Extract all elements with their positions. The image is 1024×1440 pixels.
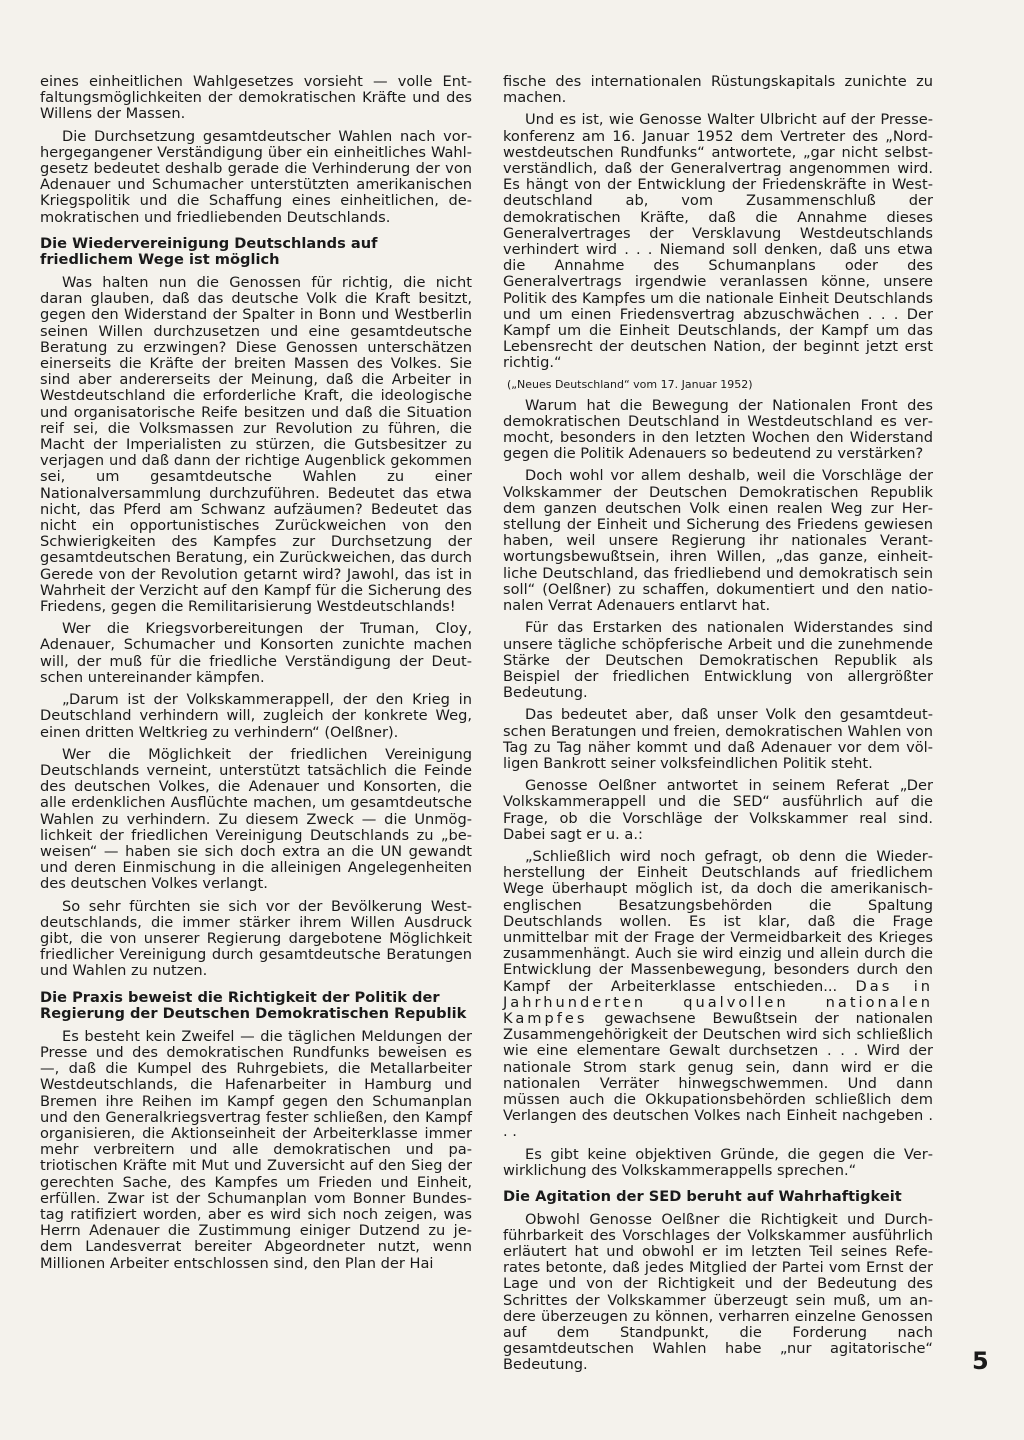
paragraph: Wer die Kriegsvorbereitungen der Truman, Cloy, Adenauer, Schumacher und Konsorten zunichte machen will, der muß für die friedliche Verständigung der Deutschen untereinander kämpfen. <box>40 620 472 686</box>
paragraph: Das bedeutet aber, daß unser Volk den gesamtdeutschen Beratungen und freien, demokratischen Wahlen von Tag zu Tag näher kommt und daß Adenauer vor dem völligen Bankrott seiner volksfeindlichen Politik steht. <box>503 706 933 772</box>
quote-paragraph: „Darum ist der Volkskammerappell, der den Krieg in Deutschland verhindern will, zugleich der konkrete Weg, einen dritten Weltkrieg zu verhindern“ (Oelßner). <box>40 691 472 741</box>
section-heading: Die Praxis beweist die Richtigkeit der Politik der Regierung der Deutschen Demokratischen Republik <box>40 988 467 1023</box>
paragraph: Für das Erstarken des nationalen Widerstandes sind unsere tägliche schöpferische Arbeit und die zunehmende Stärke der Deutschen Demokratischen Republik als Beispiel der friedlichen Entwicklung von allergrößter Bedeutung. <box>503 619 933 702</box>
paragraph: Obwohl Genosse Oelßner die Richtigkeit und Durchführbarkeit des Vorschlages der Volkskammer ausführlich erläutert hat und obwohl er im letzten Teil seines Referates betonte, daß jedes Mitglied der Partei vom Ernst der Lage und von der Richtigkeit und der Bedeutung des Schrittes der Volkskammer überzeugt sein muß, um andere überzeugen zu können, verharren einzelne Genossen auf dem Standpunkt, die Forderung nach gesamtdeutschen Wahlen habe „nur agitatorische“ Bedeutung. <box>503 1210 933 1374</box>
paragraph: Es besteht kein Zweifel — die täglichen Meldungen der Presse und des demokratischen Rundfunks beweisen es —, daß die Kumpel des Ruhrgebiets, die Metallarbeiter Westdeutschlands, die Hafenarbeiter in Hamburg und Bremen ihre Reihen im Kampf gegen den Schumanplan und den Generalkriegsvertrag fester schließen, den Kampf organisieren, die Aktionseinheit der Arbeiterklasse immer mehr verbreitern und alle demokratischen und patriotischen Kräfte mit Mut und Zuversicht auf den Sieg der gerechten Sache, des Kampfes um Frieden und Einheit, erfüllen. Zwar ist der Schumanplan vom Bonner Bundestag ratifiziert worden, aber es wird sich noch zeigen, was Herrn Adenauer die Zustimmung einiger Dutzend zu jedem Landesverrat bereiter Abgeordneter nutzt, wenn Millionen Arbeiter entschlossen sind, den Plan der Hai <box>40 1027 472 1272</box>
paragraph: fische des internationalen Rüstungskapitals zunichte zu machen. <box>503 73 933 107</box>
citation-source: („Neues Deutschland“ vom 17. Januar 1952) <box>507 377 753 391</box>
quote-text: gewachsene Bewußtsein der nationalen Zusammengehörigkeit der Deutschen wird sich schließlich wie eine elementare Gewalt durchsetzen . . . Wird der nationale Strom stark genug sein, dann wird er die nationalen Verräter hinwegschwemmen. Und dann müssen auch die Okkupationsbehörden schließlich dem Verlangen des deutschen Volkes nach Einheit nachgeben . . . <box>503 1009 933 1141</box>
paragraph: Was halten nun die Genossen für richtig, die nicht daran glauben, daß das deutsche Volk die Kraft besitzt, gegen den Widerstand der Spalter in Bonn und Westberlin seinen Willen durchzusetzen und eine gesamtdeutsche Beratung zu erzwingen? Diese Genossen unterschätzen einerseits die Kräfte der breiten Massen des Volkes. Sie sind aber andererseits der Meinung, daß die Arbeiter in Westdeutschland die erforderliche Kraft, die ideologische und organisatorische Reife besitzen und daß die Situation reif sei, die Volksmassen zur Revolution zu führen, die Macht der Imperialisten zu stürzen, die Gutsbesitzer zu verjagen und daß dann der richtige Augenblick gekommen sei, um gesamtdeutsche Wahlen zu einer Nationalversammlung durchzuführen. Bedeutet das etwa nicht, das Pferd am Schwanz aufzäumen? Bedeutet das nicht ein opportunistisches Zurückweichen von den Schwierigkeiten des Kampfes zur Durchsetzung der gesamtdeutschen Beratung, ein Zurückweichen, das durch Gerede von der Revolution getarnt wird? Jawohl, das ist in Wahrheit der Verzicht auf den Kampf für die Sicherung des Friedens, gegen die Remilitarisierung Westdeutschlands! <box>40 274 472 616</box>
right-column <box>503 74 933 1380</box>
paragraph: eines einheitlichen Wahlgesetzes vorsieht — volle Entfaltungsmöglichkeiten der demokratischen Kräfte und des Willens der Massen. <box>40 73 472 123</box>
quote-paragraph: Und es ist, wie Genosse Walter Ulbricht auf der Pressekonferenz am 16. Januar 1952 dem Vertreter des „Nordwestdeutschen Rundfunks“ antwortete, „gar nicht selbstverständlich, daß der Generalvertrag angenommen wird. Es hängt von der Entwicklung der Friedenskräfte in Westdeutschland ab, vom Zusammenschluß der demokratischen Kräfte, daß die Annahme dieses Generalvertrages der Versklavung Westdeutschlands verhindert wird . . . Niemand soll denken, daß uns etwa die Annahme des Schumanplans oder des Generalvertrags irgendwie veranlassen könne, unsere Politik des Kampfes um die nationale Einheit Deutschlands und um einen Friedensvertrag abzuschwächen . . . Der Kampf um die Einheit Deutschlands, der Kampf um das Lebensrecht der deutschen Nation, der beginnt jetzt erst richtig.“ <box>503 111 933 372</box>
section-heading: Die Agitation der SED beruht auf Wahrhaftigkeit <box>503 1188 902 1205</box>
left-column <box>40 74 472 1278</box>
paragraph: Wer die Möglichkeit der friedlichen Vereinigung Deutschlands verneint, unterstützt tatsächlich die Feinde des deutschen Volkes, die Adenauer und Konsorten, die alle erdenklichen Ausflüchte machen, um gesamtdeutsche Wahlen zu verhindern. Zu diesem Zweck — die Unmöglichkeit der friedlichen Vereinigung Deutschlands zu „beweisen“ — haben sie sich doch extra an die UN gewandt und deren Einmischung in die alleinigen Angelegenheiten des deutschen Volkes verlangt. <box>40 745 472 893</box>
page-number: 5 <box>972 1347 989 1375</box>
emphasized-quote-text: Das in Jahrhunderten qualvollen nationalen Kampfes <box>503 977 933 1027</box>
paragraph: Warum hat die Bewegung der Nationalen Front des demokratischen Deutschland in Westdeutschland es vermocht, besonders in den letzten Wochen den Widerstand gegen die Politik Adenauers so bedeutend zu verstärken? <box>503 396 933 463</box>
quote-paragraph: Es gibt keine objektiven Gründe, die gegen die Verwirklichung des Volkskammerappells sprechen.“ <box>503 1145 933 1179</box>
quote-paragraph <box>503 849 933 1141</box>
section-heading: Die Wiedervereinigung Deutschlands auf friedlichem Wege ist möglich <box>40 234 378 269</box>
paragraph: Doch wohl vor allem deshalb, weil die Vorschläge der Volkskammer der Deutschen Demokratischen Republik dem ganzen deutschen Volk einen realen Weg zur Herstellung der Einheit und Sicherung des Friedens gewiesen haben, weil unsere Regierung ihr nationales Verantwortungsbewußtsein, ihren Willen, „das ganze, einheitliche Deutschland, das friedliebend und demokratisch sein soll“ (Oelßner) zu schaffen, dokumentiert und den nationalen Verrat Adenauers entlarvt hat. <box>503 467 933 615</box>
quote-text: „Schließlich wird noch gefragt, ob denn die Wiederherstellung der Einheit Deutschlands auf friedlichem Wege überhaupt möglich ist, da doch die amerikanisch-englischen Besatzungsbehörden die Spaltung Deutschlands wollen. Es ist klar, daß die Frage unmittelbar mit der Frage der Vermeidbarkeit des Krieges zusammenhängt. Auch sie wird einzig und allein durch die Entwicklung der Massenbewegung, besonders durch den Kampf der Arbeiterklasse entschieden... <box>503 847 933 995</box>
paragraph: So sehr fürchten sie sich vor der Bevölkerung Westdeutschlands, die immer stärker ihrem Willen Ausdruck gibt, die von unserer Regierung dargebotene Möglichkeit friedlicher Vereinigung durch gesamtdeutsche Beratungen und Wahlen zu nutzen. <box>40 897 472 980</box>
paragraph: Die Durchsetzung gesamtdeutscher Wahlen nach vorhergegangener Verständigung über ein einheitliches Wahlgesetz bedeutet deshalb gerade die Verhinderung der von Adenauer und Schumacher unterstützten amerikanischen Kriegspolitik und die Schaffung eines einheitlichen, demokratischen und friedliebenden Deutschlands. <box>40 127 472 226</box>
paragraph: Genosse Oelßner antwortet in seinem Referat „Der Volkskammerappell und die SED“ ausführlich auf die Frage, ob die Vorschläge der Volkskammer real sind. Dabei sagt er u. a.: <box>503 777 933 843</box>
